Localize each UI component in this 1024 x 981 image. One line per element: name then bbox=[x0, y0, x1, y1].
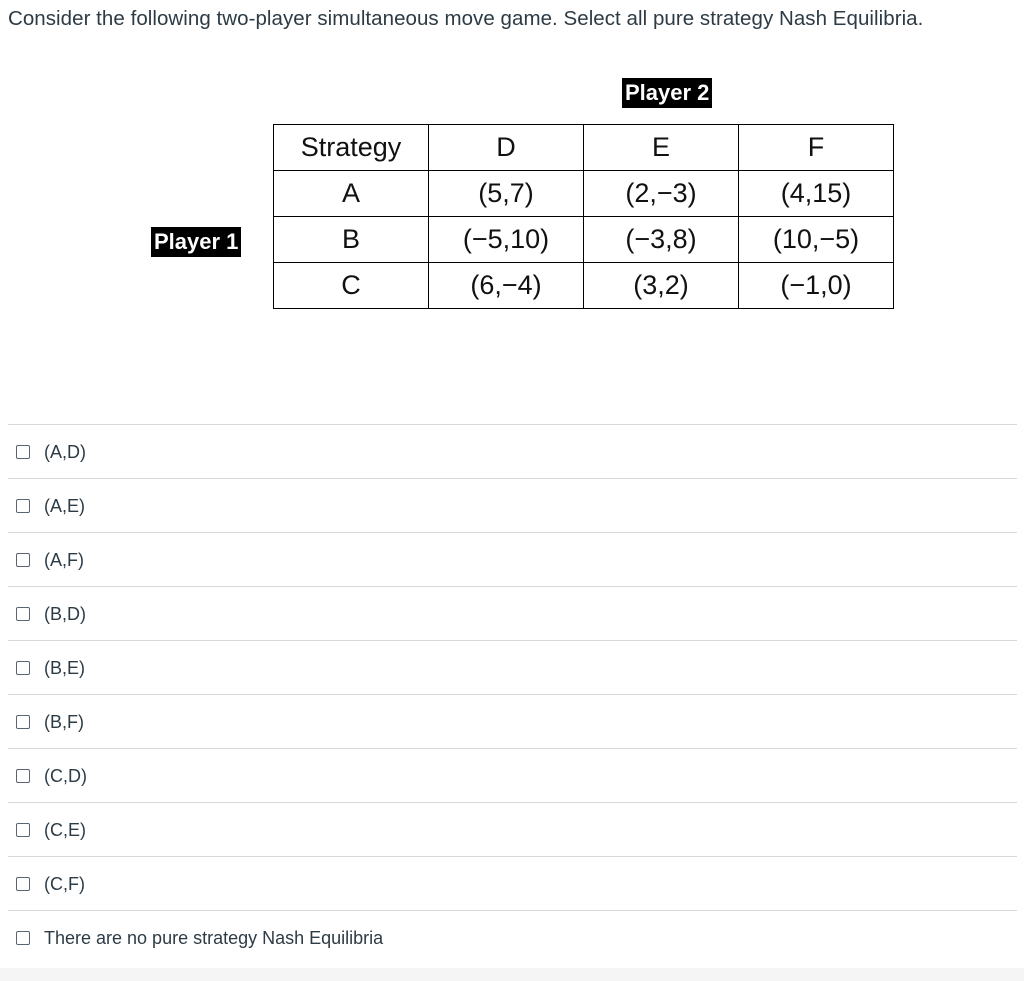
option-label[interactable]: (A,D) bbox=[44, 442, 86, 462]
payoff-matrix bbox=[273, 124, 894, 309]
matrix-header-row bbox=[274, 125, 894, 171]
matrix-row-a bbox=[274, 171, 894, 217]
checkbox[interactable] bbox=[16, 823, 30, 837]
matrix-header-d: D bbox=[429, 125, 584, 171]
matrix-cell-a-d: (5,7) bbox=[429, 171, 584, 217]
question-text: Consider the following two-player simultaneous move game. Select all pure strategy Nash Equilibria. bbox=[8, 7, 924, 30]
option-a-d[interactable] bbox=[8, 424, 1017, 478]
option-c-e[interactable] bbox=[8, 802, 1017, 856]
matrix-cell-c-d: (6,−4) bbox=[429, 263, 584, 309]
option-a-e[interactable] bbox=[8, 478, 1017, 532]
matrix-cell-b-d: (−5,10) bbox=[429, 217, 584, 263]
matrix-row-label: C bbox=[274, 263, 429, 309]
checkbox[interactable] bbox=[16, 607, 30, 621]
checkbox[interactable] bbox=[16, 877, 30, 891]
option-b-e[interactable] bbox=[8, 640, 1017, 694]
matrix-cell-b-f: (10,−5) bbox=[739, 217, 894, 263]
option-label[interactable]: (A,E) bbox=[44, 496, 86, 516]
checkbox[interactable] bbox=[16, 931, 30, 945]
checkbox[interactable] bbox=[16, 661, 30, 675]
option-label[interactable]: (B,D) bbox=[44, 604, 86, 624]
matrix-row-c bbox=[274, 263, 894, 309]
option-c-f[interactable] bbox=[8, 856, 1017, 910]
matrix-row-label: B bbox=[274, 217, 429, 263]
matrix-cell-a-f: (4,15) bbox=[739, 171, 894, 217]
option-label[interactable]: (C,E) bbox=[44, 820, 86, 840]
option-label[interactable]: There are no pure strategy Nash Equilibria bbox=[44, 928, 384, 948]
player-1-label: Player 1 bbox=[151, 227, 241, 257]
player-2-label: Player 2 bbox=[622, 78, 712, 108]
checkbox[interactable] bbox=[16, 499, 30, 513]
matrix-cell-b-e: (−3,8) bbox=[584, 217, 739, 263]
option-a-f[interactable] bbox=[8, 532, 1017, 586]
matrix-header-strategy: Strategy bbox=[274, 125, 429, 171]
option-no-equilibria[interactable] bbox=[8, 910, 1017, 964]
matrix-row-b bbox=[274, 217, 894, 263]
matrix-cell-c-f: (−1,0) bbox=[739, 263, 894, 309]
option-label[interactable]: (B,E) bbox=[44, 658, 86, 678]
matrix-row-label: A bbox=[274, 171, 429, 217]
matrix-cell-c-e: (3,2) bbox=[584, 263, 739, 309]
checkbox[interactable] bbox=[16, 553, 30, 567]
option-label[interactable]: (C,F) bbox=[44, 874, 85, 894]
checkbox[interactable] bbox=[16, 769, 30, 783]
option-label[interactable]: (A,F) bbox=[44, 550, 84, 570]
checkbox[interactable] bbox=[16, 715, 30, 729]
option-c-d[interactable] bbox=[8, 748, 1017, 802]
option-label[interactable]: (B,F) bbox=[44, 712, 84, 732]
matrix-header-e: E bbox=[584, 125, 739, 171]
option-b-d[interactable] bbox=[8, 586, 1017, 640]
matrix-cell-a-e: (2,−3) bbox=[584, 171, 739, 217]
answer-options bbox=[8, 424, 1017, 964]
checkbox[interactable] bbox=[16, 445, 30, 459]
option-b-f[interactable] bbox=[8, 694, 1017, 748]
option-label[interactable]: (C,D) bbox=[44, 766, 87, 786]
matrix-header-f: F bbox=[739, 125, 894, 171]
bottom-band bbox=[0, 968, 1024, 981]
